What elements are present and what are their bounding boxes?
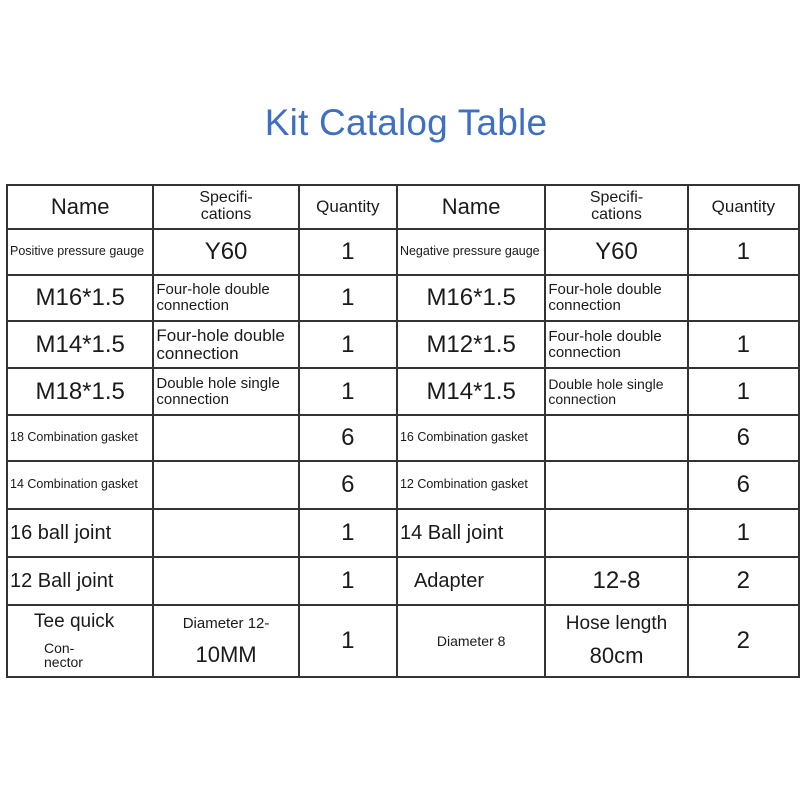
item-name: 12 Combination gasket (397, 461, 545, 509)
item-name (7, 605, 153, 677)
item-quantity: 2 (688, 557, 799, 605)
item-name: 14 Combination gasket (7, 461, 153, 509)
item-spec: Four-hole double connection (153, 321, 298, 368)
header-spec-line2: cations (591, 206, 642, 223)
item-name: M18*1.5 (7, 368, 153, 415)
item-spec (153, 605, 298, 677)
header-spec-line1: Specifi- (589, 189, 644, 207)
header-spec-left (153, 185, 298, 229)
item-spec: 12-8 (545, 557, 687, 605)
item-name: M14*1.5 (7, 321, 153, 368)
item-quantity: 1 (299, 321, 397, 368)
item-quantity: 2 (688, 605, 799, 677)
item-name: 14 Ball joint (397, 509, 545, 557)
item-name: 16 Combination gasket (397, 415, 545, 461)
item-spec (545, 605, 687, 677)
item-name-line3: nector (44, 654, 83, 671)
item-quantity (688, 275, 799, 321)
header-name-right: Name (397, 185, 545, 229)
item-name-line2: Con- (44, 639, 75, 656)
header-quantity-left: Quantity (299, 185, 397, 229)
table-row (7, 461, 799, 509)
table-row (7, 557, 799, 605)
table-row (7, 415, 799, 461)
item-name: 16 ball joint (7, 509, 153, 557)
item-spec: Four-hole double connection (545, 321, 687, 368)
item-spec: Double hole single connection (545, 368, 687, 415)
item-spec: Double hole single connection (153, 368, 298, 415)
item-quantity: 1 (299, 368, 397, 415)
header-row (7, 185, 799, 229)
header-spec-line1: Specifi- (199, 189, 253, 207)
item-spec-line1: Hose length (565, 613, 668, 635)
item-spec-line2: 80cm (589, 643, 644, 669)
item-spec (545, 509, 687, 557)
item-quantity: 6 (688, 461, 799, 509)
item-spec: Y60 (545, 229, 687, 275)
item-quantity: 6 (299, 461, 397, 509)
item-spec (153, 415, 298, 461)
item-name: Diameter 8 (397, 605, 545, 677)
item-spec: Y60 (153, 229, 298, 275)
item-name: Positive pressure gauge (7, 229, 153, 275)
item-name-line1: Tee quick (34, 610, 115, 632)
item-quantity: 6 (688, 415, 799, 461)
item-quantity: 1 (299, 229, 397, 275)
table-row (7, 605, 799, 677)
header-spec-right (545, 185, 687, 229)
item-spec (153, 557, 298, 605)
header-quantity-right: Quantity (688, 185, 799, 229)
item-spec: Four-hole double connection (153, 275, 298, 321)
item-spec (545, 461, 687, 509)
item-quantity: 1 (688, 321, 799, 368)
item-quantity: 1 (299, 509, 397, 557)
item-spec (153, 461, 298, 509)
table-row (7, 275, 799, 321)
item-quantity: 1 (299, 605, 397, 677)
item-name: M16*1.5 (397, 275, 545, 321)
item-name: M14*1.5 (397, 368, 545, 415)
item-name: 12 Ball joint (7, 557, 153, 605)
item-quantity: 6 (299, 415, 397, 461)
item-spec-line2: 10MM (195, 642, 257, 668)
header-name-left: Name (7, 185, 153, 229)
item-quantity: 1 (688, 509, 799, 557)
table-row (7, 509, 799, 557)
item-quantity: 1 (299, 557, 397, 605)
item-name: Adapter (397, 557, 545, 605)
item-spec: Four-hole double connection (545, 275, 687, 321)
item-spec-line1: Diameter 12- (182, 614, 270, 632)
item-name: 18 Combination gasket (7, 415, 153, 461)
catalog-table (6, 184, 800, 678)
item-quantity: 1 (688, 229, 799, 275)
item-name: M12*1.5 (397, 321, 545, 368)
table-row (7, 229, 799, 275)
item-quantity: 1 (688, 368, 799, 415)
item-spec (153, 509, 298, 557)
table-row (7, 321, 799, 368)
page-title: Kit Catalog Table (264, 102, 548, 143)
item-quantity: 1 (299, 275, 397, 321)
item-name: Negative pressure gauge (397, 229, 545, 275)
item-spec (545, 415, 687, 461)
table-row (7, 368, 799, 415)
header-spec-line2: cations (200, 206, 252, 223)
item-name: M16*1.5 (7, 275, 153, 321)
